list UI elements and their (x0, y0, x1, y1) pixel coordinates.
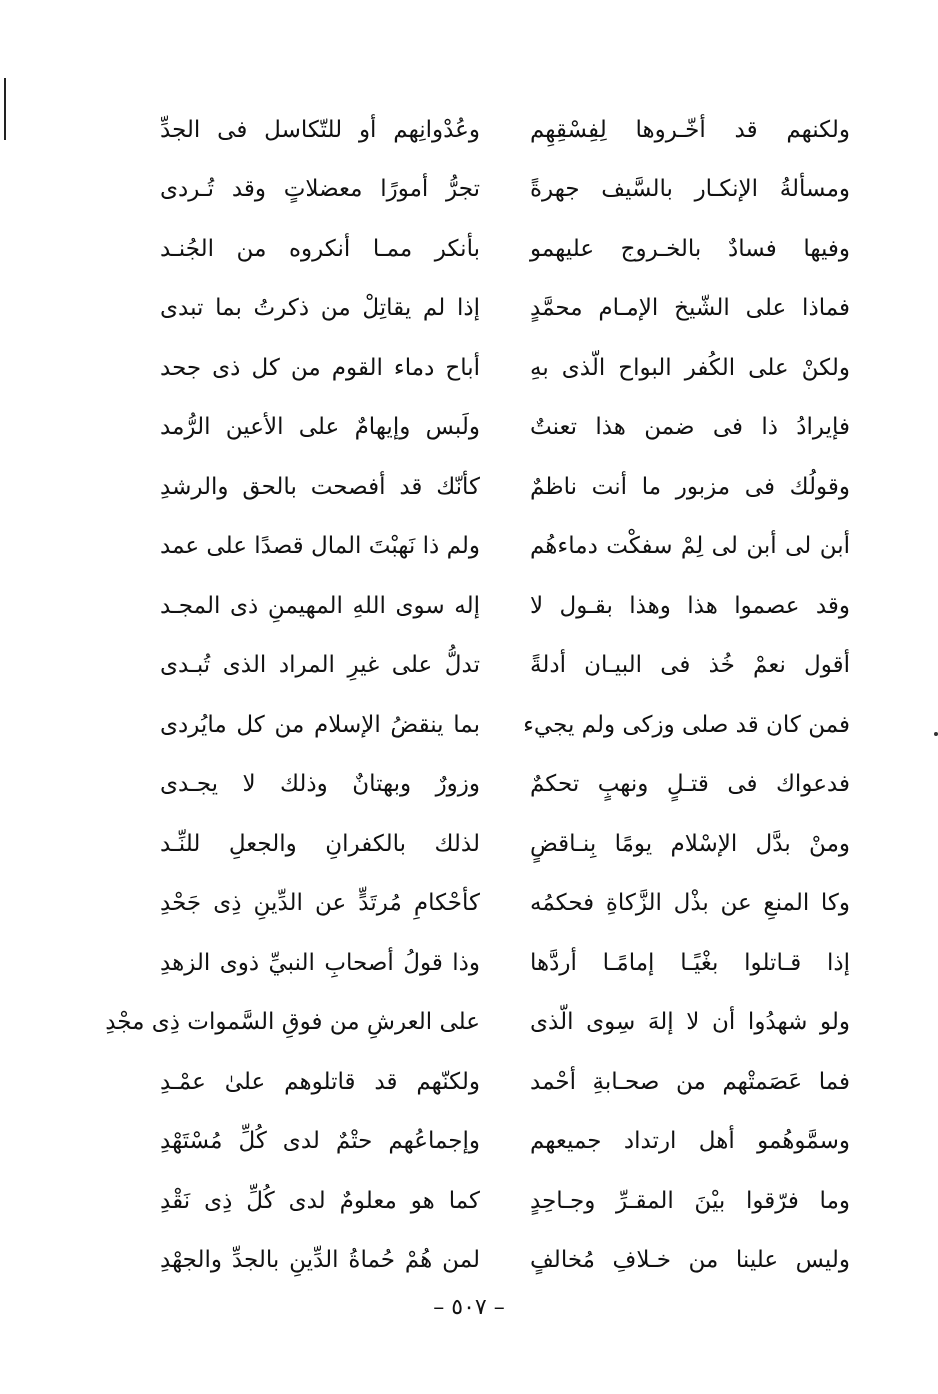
verse-second-hemistich: أباح دماء القوم من كل ذى جحد (160, 354, 480, 381)
verse-second-hemistich: إله سوى اللهِ المهيمنِ ذى المجـد (160, 592, 480, 619)
verse-first-hemistich: وسمَّوهُمو أهل ارتداد جميعهم (530, 1128, 850, 1155)
verse (160, 695, 850, 755)
verse-second-hemistich: تدلُّ على غيرِ المراد الذى تُبـدى (160, 652, 480, 679)
verse (160, 398, 850, 458)
verse-first-hemistich: ومنْ بدَّل الإسْلام يومًا بِنـاقضٍ (530, 830, 850, 857)
verse (160, 814, 850, 874)
verse-second-hemistich: لذلك بالكفرانِ والجعلِ للنِّـد (160, 830, 480, 857)
verse (160, 576, 850, 636)
verse (105, 993, 850, 1053)
verse-second-hemistich: ولَبس وإيهامٌ على الأعين الرُّمد (160, 414, 480, 441)
verse-second-hemistich: كما هو معلومٌ لدى كُلِّ ذِى نَقْدِ (160, 1187, 480, 1214)
verse-second-hemistich: إذا لم يقاتِلْ من ذكرتُ بما تبدى (160, 295, 480, 322)
verse-first-hemistich: ومسألةُ الإنكـار بالسَّيف جهرةً (530, 176, 850, 203)
verse-second-hemistich: وذا قولُ أصحابِ النبيِّ ذوى الزهدِ (160, 949, 480, 976)
verse-first-hemistich: وقد عصموا هذا وهذا بقـول لا (530, 592, 850, 619)
verse (160, 100, 850, 160)
verse (160, 219, 850, 279)
scan-speck (934, 732, 938, 736)
verse-second-hemistich: وزورٌ وبهتانٌ وذلك لا يجـدى (160, 771, 480, 798)
verse-first-hemistich: إذا قـاتلوا بغْيًـا إمامًـا أردَّها (530, 949, 850, 976)
verse-second-hemistich: كأحْكامِ مُرتَدٍّ عن الدِّينِ ذِى جَحْدِ (160, 890, 480, 917)
verse-first-hemistich: فدعواك فى قتـلٍ ونهبٍ تحكمٌ (530, 771, 850, 798)
verse (160, 160, 850, 220)
verse-first-hemistich: ولكنْ على الكُفر البواح الّذى بهِ (530, 354, 850, 381)
verse-second-hemistich: ولكنّهم قد قاتلوهم علىٰ عمْـدِ (160, 1068, 480, 1095)
verse-first-hemistich: وفيها فسادٌ بالخـروج عليهمو (530, 235, 850, 262)
poem (105, 100, 850, 1290)
verse (160, 338, 850, 398)
verse (160, 1231, 850, 1291)
verse-first-hemistich: فما عَصَمتْهم من صحـابةِ أحْمد (530, 1068, 850, 1095)
verse (160, 279, 850, 339)
verse-second-hemistich: كأنّك قد أفصحت بالحق والرشدِ (160, 473, 480, 500)
page-number: – ٥٠٧ – (433, 1295, 505, 1320)
verse-first-hemistich: وليس علينا من خـلافِ مُخالفٍ (530, 1247, 850, 1274)
verse-second-hemistich: بأنكر ممـا أنكروه من الجُنـد (160, 235, 480, 262)
verse-first-hemistich: فإيرادُ ذا فى ضمن هذا تعنتٌ (530, 414, 850, 441)
verse-second-hemistich: على العرشِ من فوقِ السَّموات ذِى مجْدِ (105, 1009, 480, 1036)
verse-second-hemistich: وإجماعُهم حتْمٌ لدى كُلِّ مُسْتَهْدِ (160, 1128, 480, 1155)
verse-second-hemistich: ولم ذا نَهبْتَ المال قصدًا على عمد (160, 533, 480, 560)
verse (160, 1171, 850, 1231)
verse (160, 933, 850, 993)
verse (160, 755, 850, 815)
verse (160, 1052, 850, 1112)
verse-first-hemistich: وكا المنعِ عن بذْل الزَّكاةِ فحكمُه (530, 890, 850, 917)
verse (160, 517, 850, 577)
verse-first-hemistich: أبن لى أبن لى لِمْ سفكْت دماءهُم (530, 533, 850, 560)
verse-second-hemistich: لمن هُمْ حُماةُ الدِّينِ بالجدِّ والجهْدِ (160, 1247, 480, 1274)
verse (160, 457, 850, 517)
verse (160, 1112, 850, 1172)
verse-first-hemistich: وقولُك فى مزبور ما أنت ناظمٌ (530, 473, 850, 500)
verse-second-hemistich: وعُدْوانِهم أو للتّكاسل فى الجدِّ (160, 116, 480, 143)
verse-second-hemistich: بما ينقضُ الإسلام من كل مايُردى (160, 711, 480, 738)
verse-first-hemistich: وما فرّقوا بيْنَ المقـرِّ وجـاحِدٍ (530, 1187, 850, 1214)
verse-second-hemistich: تجرُّ أمورًا معضلاتٍ وقد تُـردى (160, 176, 480, 203)
verse (160, 874, 850, 934)
verse-first-hemistich: أقول نعمْ خُذ فى البيـان أدلةً (530, 652, 850, 679)
verse-first-hemistich: ولكنهم قد أخّـروها لِفِسْقِهِم (530, 116, 850, 143)
verse (160, 636, 850, 696)
margin-rule (4, 78, 6, 140)
verse-first-hemistich: فماذا على الشّيخ الإمـام محمَّدٍ (530, 295, 850, 322)
verse-first-hemistich: فمن كان قد صلى وزكى ولم يجيء (523, 711, 850, 738)
verse-first-hemistich: ولو شهدُوا أن لا إلهَ سِوى الّذى (530, 1009, 850, 1036)
